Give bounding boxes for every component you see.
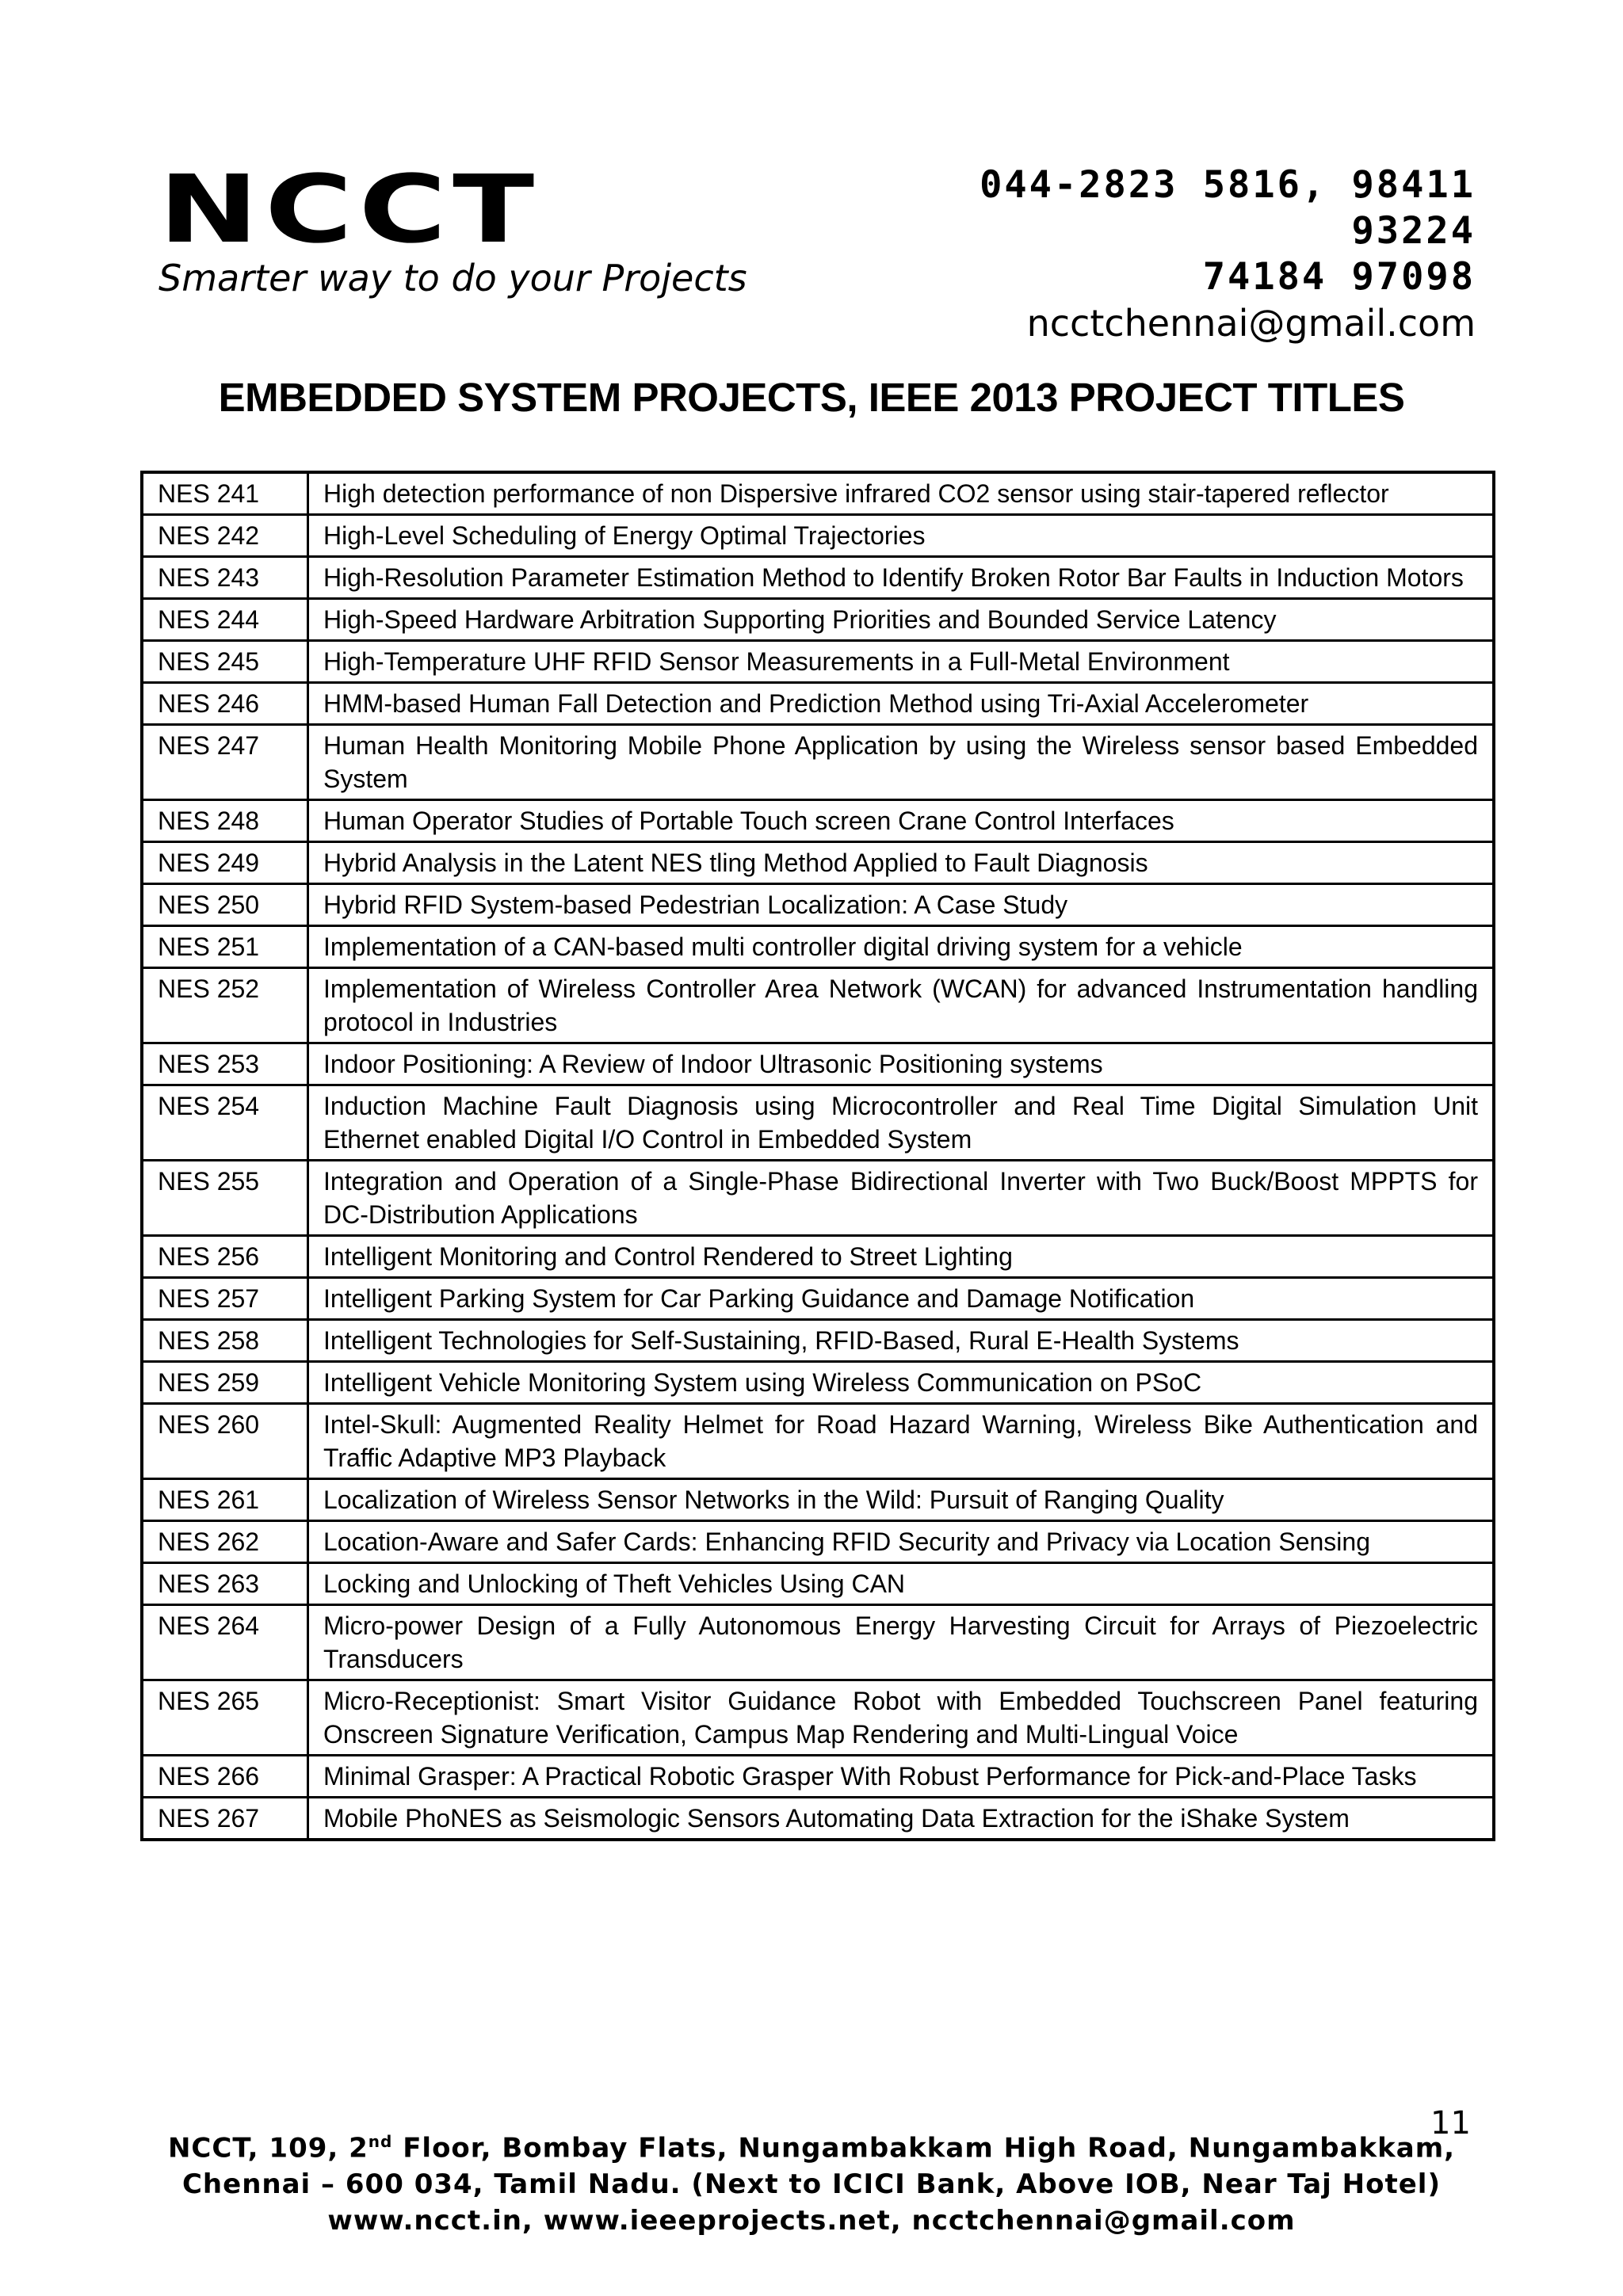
project-code: NES 247 bbox=[142, 725, 308, 800]
projects-table bbox=[140, 471, 1495, 1841]
table-row bbox=[142, 1680, 1494, 1756]
project-code: NES 253 bbox=[142, 1043, 308, 1085]
table-row bbox=[142, 926, 1494, 968]
project-code: NES 243 bbox=[142, 557, 308, 599]
table-row bbox=[142, 1479, 1494, 1521]
project-code: NES 256 bbox=[142, 1236, 308, 1278]
projects-table-body bbox=[142, 472, 1494, 1840]
footer bbox=[0, 2123, 1623, 2239]
phone-line: 74184 97098 bbox=[1202, 255, 1476, 299]
project-title: Intelligent Monitoring and Control Rendered to Street Lighting bbox=[308, 1236, 1495, 1278]
project-code: NES 246 bbox=[142, 683, 308, 725]
table-row bbox=[142, 968, 1494, 1043]
project-title: Intelligent Parking System for Car Parking Guidance and Damage Notification bbox=[308, 1278, 1495, 1320]
table-row bbox=[142, 1521, 1494, 1563]
table-row bbox=[142, 1278, 1494, 1320]
table-row bbox=[142, 1756, 1494, 1798]
project-title: Human Operator Studies of Portable Touch screen Crane Control Interfaces bbox=[308, 800, 1495, 842]
project-title: Hybrid Analysis in the Latent NES tling Method Applied to Fault Diagnosis bbox=[308, 842, 1495, 884]
page-title: EMBEDDED SYSTEM PROJECTS, IEEE 2013 PROJECT TITLES bbox=[218, 375, 1405, 420]
project-title: High-Level Scheduling of Energy Optimal Trajectories bbox=[308, 515, 1495, 557]
project-title: Micro-Receptionist: Smart Visitor Guidance Robot with Embedded Touchscreen Panel featuring Onscreen Signature Verification, Campus Map Rendering and Multi-Lingual Voice bbox=[308, 1680, 1495, 1756]
project-code: NES 265 bbox=[142, 1680, 308, 1756]
table-row bbox=[142, 800, 1494, 842]
footer-address-pre: NCCT, 109, 2 bbox=[167, 2132, 369, 2164]
project-code: NES 267 bbox=[142, 1798, 308, 1840]
project-title: Indoor Positioning: A Review of Indoor Ultrasonic Positioning systems bbox=[308, 1043, 1495, 1085]
project-code: NES 261 bbox=[142, 1479, 308, 1521]
phone-line: 044-2823 5816, 98411 bbox=[980, 163, 1476, 207]
footer-address-post: Floor, Bombay Flats, Nungambakkam High Road, Nungambakkam, bbox=[392, 2132, 1456, 2164]
project-title: High detection performance of non Dispersive infrared CO2 sensor using stair-tapered reflector bbox=[308, 472, 1495, 515]
table-row bbox=[142, 1161, 1494, 1236]
project-title: HMM-based Human Fall Detection and Prediction Method using Tri-Axial Accelerometer bbox=[308, 683, 1495, 725]
project-title: High-Speed Hardware Arbitration Supporting Priorities and Bounded Service Latency bbox=[308, 599, 1495, 641]
project-code: NES 242 bbox=[142, 515, 308, 557]
project-title: Localization of Wireless Sensor Networks in the Wild: Pursuit of Ranging Quality bbox=[308, 1479, 1495, 1521]
project-code: NES 260 bbox=[142, 1404, 308, 1479]
project-code: NES 245 bbox=[142, 641, 308, 683]
project-title: Mobile PhoNES as Seismologic Sensors Automating Data Extraction for the iShake System bbox=[308, 1798, 1495, 1840]
table-row bbox=[142, 557, 1494, 599]
project-code: NES 266 bbox=[142, 1756, 308, 1798]
project-code: NES 259 bbox=[142, 1362, 308, 1404]
logo: NCCT bbox=[158, 154, 540, 264]
project-code: NES 244 bbox=[142, 599, 308, 641]
table-row bbox=[142, 515, 1494, 557]
project-title: Induction Machine Fault Diagnosis using Microcontroller and Real Time Digital Simulation Unit Ethernet enabled Digital I/O Control in Embedded System bbox=[308, 1085, 1495, 1161]
project-code: NES 257 bbox=[142, 1278, 308, 1320]
project-title: Integration and Operation of a Single-Phase Bidirectional Inverter with Two Buck/Boost MPPTS for DC-Distribution Applications bbox=[308, 1161, 1495, 1236]
project-code: NES 263 bbox=[142, 1563, 308, 1605]
project-title: Locking and Unlocking of Theft Vehicles Using CAN bbox=[308, 1563, 1495, 1605]
contact-email[interactable]: ncctchennai@gmail.com bbox=[1026, 302, 1476, 345]
project-title: High-Resolution Parameter Estimation Method to Identify Broken Rotor Bar Faults in Induction Motors bbox=[308, 557, 1495, 599]
table-row bbox=[142, 1798, 1494, 1840]
table-row bbox=[142, 1404, 1494, 1479]
footer-websites[interactable]: www.ncct.in, www.ieeeprojects.net, ncctchennai@gmail.com bbox=[327, 2205, 1296, 2237]
project-code: NES 255 bbox=[142, 1161, 308, 1236]
project-code: NES 248 bbox=[142, 800, 308, 842]
table-row bbox=[142, 1236, 1494, 1278]
footer-address-line1 bbox=[0, 2123, 1623, 2166]
table-row bbox=[142, 1085, 1494, 1161]
project-title: Location-Aware and Safer Cards: Enhancing RFID Security and Privacy via Location Sensing bbox=[308, 1521, 1495, 1563]
table-row bbox=[142, 599, 1494, 641]
project-title: Micro-power Design of a Fully Autonomous Energy Harvesting Circuit for Arrays of Piezoelectric Transducers bbox=[308, 1605, 1495, 1680]
table-row bbox=[142, 1362, 1494, 1404]
table-row bbox=[142, 884, 1494, 926]
project-title: Implementation of Wireless Controller Area Network (WCAN) for advanced Instrumentation handling protocol in Industries bbox=[308, 968, 1495, 1043]
project-code: NES 264 bbox=[142, 1605, 308, 1680]
footer-address-line2: Chennai – 600 034, Tamil Nadu. (Next to ICICI Bank, Above IOB, Near Taj Hotel) bbox=[181, 2168, 1441, 2201]
tagline: Smarter way to do your Projects bbox=[158, 257, 747, 299]
project-title: Intelligent Vehicle Monitoring System using Wireless Communication on PSoC bbox=[308, 1362, 1495, 1404]
project-title: High-Temperature UHF RFID Sensor Measurements in a Full-Metal Environment bbox=[308, 641, 1495, 683]
project-title: Implementation of a CAN-based multi controller digital driving system for a vehicle bbox=[308, 926, 1495, 968]
project-code: NES 262 bbox=[142, 1521, 308, 1563]
project-title: Minimal Grasper: A Practical Robotic Grasper With Robust Performance for Pick-and-Place Tasks bbox=[308, 1756, 1495, 1798]
table-row bbox=[142, 1043, 1494, 1085]
project-title: Human Health Monitoring Mobile Phone Application by using the Wireless sensor based Embedded System bbox=[308, 725, 1495, 800]
phone-line: 93224 bbox=[1351, 209, 1476, 253]
project-code: NES 252 bbox=[142, 968, 308, 1043]
contact-phones bbox=[873, 162, 1476, 300]
project-title: Intel-Skull: Augmented Reality Helmet for Road Hazard Warning, Wireless Bike Authentication and Traffic Adaptive MP3 Playback bbox=[308, 1404, 1495, 1479]
table-row bbox=[142, 1320, 1494, 1362]
table-row bbox=[142, 725, 1494, 800]
table-row bbox=[142, 842, 1494, 884]
project-code: NES 249 bbox=[142, 842, 308, 884]
project-code: NES 250 bbox=[142, 884, 308, 926]
footer-address-sup: nd bbox=[368, 2132, 393, 2151]
table-row bbox=[142, 641, 1494, 683]
project-title: Hybrid RFID System-based Pedestrian Localization: A Case Study bbox=[308, 884, 1495, 926]
table-row bbox=[142, 1605, 1494, 1680]
project-code: NES 258 bbox=[142, 1320, 308, 1362]
table-row bbox=[142, 472, 1494, 515]
project-title: Intelligent Technologies for Self-Sustaining, RFID-Based, Rural E-Health Systems bbox=[308, 1320, 1495, 1362]
table-row bbox=[142, 683, 1494, 725]
project-code: NES 241 bbox=[142, 472, 308, 515]
project-code: NES 251 bbox=[142, 926, 308, 968]
page-number: 11 bbox=[1430, 2105, 1471, 2142]
table-row bbox=[142, 1563, 1494, 1605]
project-code: NES 254 bbox=[142, 1085, 308, 1161]
